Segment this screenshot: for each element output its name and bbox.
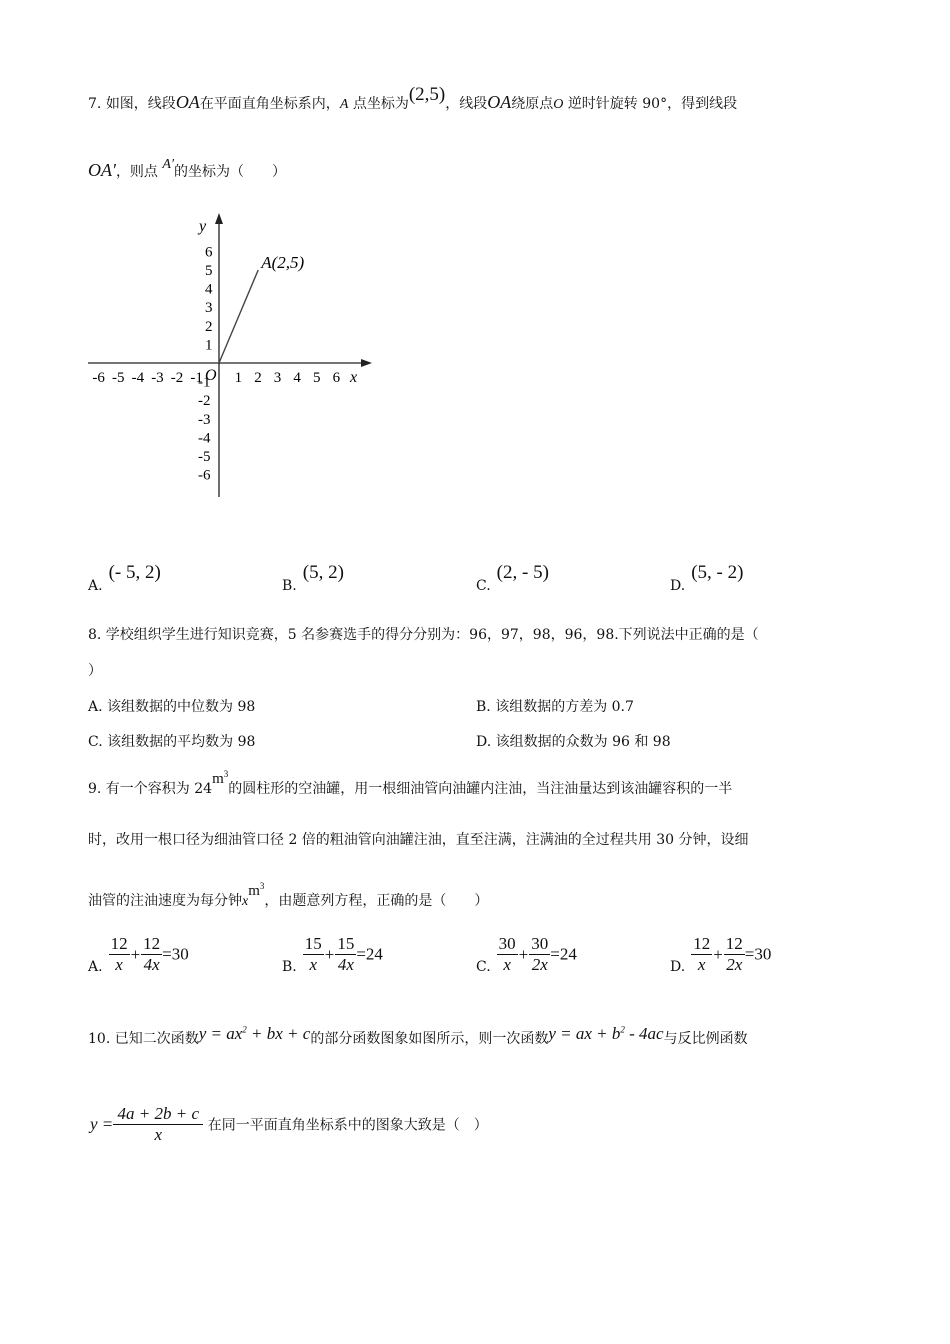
quad-exp: 2 <box>242 1024 247 1035</box>
q9-var: x <box>242 894 249 909</box>
q7-text-then-point: ，则点 <box>115 164 158 180</box>
x-axis-label: x <box>350 369 358 386</box>
q9-text: 油管的注油速度为每分钟 <box>88 893 242 909</box>
numerator: 15 <box>304 934 322 953</box>
denominator: x <box>154 1125 163 1144</box>
equation-rhs: =24 <box>550 944 577 964</box>
q10-quadratic <box>199 1024 311 1043</box>
option-text: 该组数据的方差为 0.7 <box>495 699 634 715</box>
option-value: (2, - 5) <box>496 562 549 583</box>
q7-text-rotate-post: 逆时针旋转 90°，得到线段 <box>567 96 738 112</box>
q9-unit <box>212 771 228 787</box>
fraction <box>691 934 712 975</box>
fraction <box>724 934 745 975</box>
option-value: (5, - 2) <box>691 562 744 583</box>
option-label: D. <box>670 578 686 594</box>
q10-frac-lhs: y = <box>90 1114 114 1134</box>
q10-text: 10. 已知二次函数 <box>88 1031 199 1047</box>
option-label: D. <box>670 958 686 975</box>
option-label: D. <box>476 734 492 750</box>
y-tick-label: -6 <box>198 467 211 484</box>
y-tick-label: 5 <box>205 263 213 279</box>
q7-option-a[interactable] <box>88 562 161 594</box>
denominator: 2x <box>531 955 548 974</box>
option-label: C. <box>88 734 103 750</box>
fraction <box>335 934 356 975</box>
q9-stem-line3 <box>88 881 489 910</box>
q7-text-in-plane: 在平面直角坐标系内， <box>199 96 340 112</box>
y-tick-label: 1 <box>205 337 213 354</box>
x-tick-label: -2 <box>170 370 184 386</box>
lin-rest: - 4ac <box>624 1024 664 1043</box>
y-axis-arrow <box>215 213 223 224</box>
q7-text-coords-of: 的坐标为（ ） <box>174 164 287 180</box>
q7-coordinate-graph <box>80 205 380 505</box>
option-label: C. <box>476 578 491 594</box>
q7-stem-line1 <box>88 84 738 114</box>
fraction <box>141 934 162 975</box>
q8-option-c[interactable] <box>88 731 255 751</box>
q8-stem-line1: 8. 学校组织学生进行知识竞赛，5 名参赛选手的得分分别为：96，97，98，96，98.下列说法中正确的是（ <box>88 627 759 643</box>
x-tick-label: 6 <box>332 370 341 386</box>
q7-number: 7. <box>88 96 102 112</box>
origin-label: O <box>205 367 217 384</box>
numerator: 30 <box>498 934 516 953</box>
q7-text-comma-seg: ，线段 <box>445 96 488 112</box>
plus-sign: + <box>518 944 529 964</box>
q10-linear <box>548 1024 663 1043</box>
option-text: 该组数据的中位数为 98 <box>107 699 256 715</box>
q7-point-prime: A′ <box>162 157 175 172</box>
q10-stem-line2 <box>90 1104 488 1145</box>
q10-stem-line1 <box>88 1024 748 1048</box>
y-tick-label: -5 <box>198 449 211 465</box>
q7-option-c[interactable] <box>476 562 549 594</box>
q9-option-c[interactable] <box>476 934 577 975</box>
numerator: 12 <box>110 934 128 953</box>
lin-y: y = ax + b <box>548 1024 621 1043</box>
q9-text: ，由题意列方程，正确的是（ ） <box>264 893 489 909</box>
q9-text: 的圆柱形的空油罐，用一根细油管向油罐内注油，当注油量达到该油罐容积的一半 <box>228 781 733 797</box>
q7-coord-a: (2,5) <box>408 84 446 105</box>
x-tick-label: -1 <box>190 370 203 386</box>
equation-rhs: =30 <box>162 944 189 964</box>
numerator: 4a + 2b + c <box>113 1104 203 1125</box>
y-tick-label: -2 <box>198 393 211 410</box>
option-label: B. <box>476 699 491 715</box>
x-tick-label: 4 <box>293 370 301 386</box>
q7-text-rotate-pre: 绕原点 <box>511 96 554 112</box>
option-value: (- 5, 2) <box>108 562 161 583</box>
y-tick-label: -3 <box>198 411 211 428</box>
quad-rest: + bx + c <box>246 1024 311 1043</box>
q7-seg: OA <box>175 92 200 112</box>
q7-text-coord: 点坐标为 <box>352 96 409 112</box>
option-label: B. <box>282 958 297 975</box>
option-text: 该组数据的众数为 96 和 98 <box>495 734 671 750</box>
q9-stem-line1 <box>88 769 733 798</box>
plus-sign: + <box>324 944 335 964</box>
option-label: B. <box>282 578 297 594</box>
denominator: 4x <box>143 955 160 974</box>
x-tick-label: -4 <box>131 370 145 386</box>
plus-sign: + <box>713 944 723 964</box>
q8-option-b[interactable] <box>476 696 634 716</box>
q10-text: 与反比例函数 <box>663 1031 748 1047</box>
option-label: A. <box>88 699 103 715</box>
x-tick-label: 2 <box>254 370 262 386</box>
option-value: (5, 2) <box>302 562 344 583</box>
lin-exp: 2 <box>620 1024 625 1035</box>
denominator: 4x <box>337 955 354 974</box>
segment-oa <box>219 270 258 363</box>
fraction <box>109 934 130 975</box>
point-a-label: A(2,5) <box>261 253 305 272</box>
x-axis-arrow <box>361 359 372 367</box>
q8-option-a[interactable] <box>88 696 255 716</box>
q9-option-b[interactable] <box>282 934 383 975</box>
option-label: C. <box>476 958 491 975</box>
numerator: 12 <box>725 934 743 953</box>
x-tick-label: 5 <box>313 370 321 386</box>
q7-seg-2: OA <box>487 92 512 112</box>
q10-fraction <box>113 1104 203 1145</box>
denominator: 2x <box>726 955 743 974</box>
numerator: 15 <box>337 934 355 953</box>
plus-sign: + <box>130 944 141 964</box>
q9-text: 9. 有一个容积为 24 <box>88 781 213 797</box>
numerator: 12 <box>693 934 711 953</box>
y-tick-label: -1 <box>198 374 211 391</box>
y-tick-label: 6 <box>205 244 213 261</box>
denominator: x <box>309 955 318 974</box>
fraction <box>497 934 518 975</box>
q9-option-d[interactable] <box>670 934 771 975</box>
x-tick-label: 1 <box>234 370 243 386</box>
fraction <box>529 934 550 975</box>
y-tick-label: 3 <box>205 300 213 317</box>
q8-option-d[interactable] <box>476 731 671 751</box>
q8-stem-line2: ） <box>88 663 102 679</box>
q7-point-a: A <box>339 97 349 112</box>
q10-text: 的部分函数图象如图所示，则一次函数 <box>310 1031 549 1047</box>
unit-exp: 3 <box>223 769 229 779</box>
denominator: x <box>115 955 123 974</box>
fraction <box>303 934 324 975</box>
y-tick-label: 4 <box>205 281 213 298</box>
q7-option-b[interactable] <box>282 562 344 594</box>
x-tick-label: -5 <box>112 370 125 386</box>
q7-stem-line2 <box>88 157 287 181</box>
y-tick-label: 2 <box>205 318 213 335</box>
q9-stem-line2: 时，改用一根口径为细油管口径 2 倍的粗油管向油罐注油，直至注满，注满油的全过程共用 30 分钟，设细 <box>88 832 749 848</box>
q7-origin: O <box>553 97 564 112</box>
q7-option-d[interactable] <box>670 562 744 594</box>
option-text: 该组数据的平均数为 98 <box>107 734 256 750</box>
q9-unit <box>248 883 264 899</box>
q7-seg-prime: OA′ <box>88 160 116 180</box>
unit-exp: 3 <box>259 881 265 891</box>
unit-m: m <box>212 771 224 787</box>
unit-m: m <box>248 883 260 899</box>
equation-rhs: =24 <box>356 944 383 964</box>
x-tick-label: -6 <box>92 370 105 386</box>
denominator: x <box>503 955 511 974</box>
q9-option-a[interactable] <box>88 934 189 975</box>
quad-y: y = ax <box>198 1024 243 1043</box>
option-label: A. <box>88 578 103 594</box>
denominator: x <box>697 955 706 974</box>
equation-rhs: =30 <box>744 944 772 964</box>
q10-text: 在同一平面直角坐标系中的图象大致是（ ） <box>207 1117 488 1134</box>
x-tick-label: 3 <box>273 370 282 386</box>
numerator: 12 <box>143 934 161 953</box>
q7-text-intro: 如图，线段 <box>105 96 176 112</box>
numerator: 30 <box>531 934 549 953</box>
option-label: A. <box>88 958 103 975</box>
y-tick-label: -4 <box>198 430 211 447</box>
graph-layer <box>88 213 372 497</box>
y-axis-label: y <box>199 218 207 235</box>
x-tick-label: -3 <box>151 370 164 386</box>
